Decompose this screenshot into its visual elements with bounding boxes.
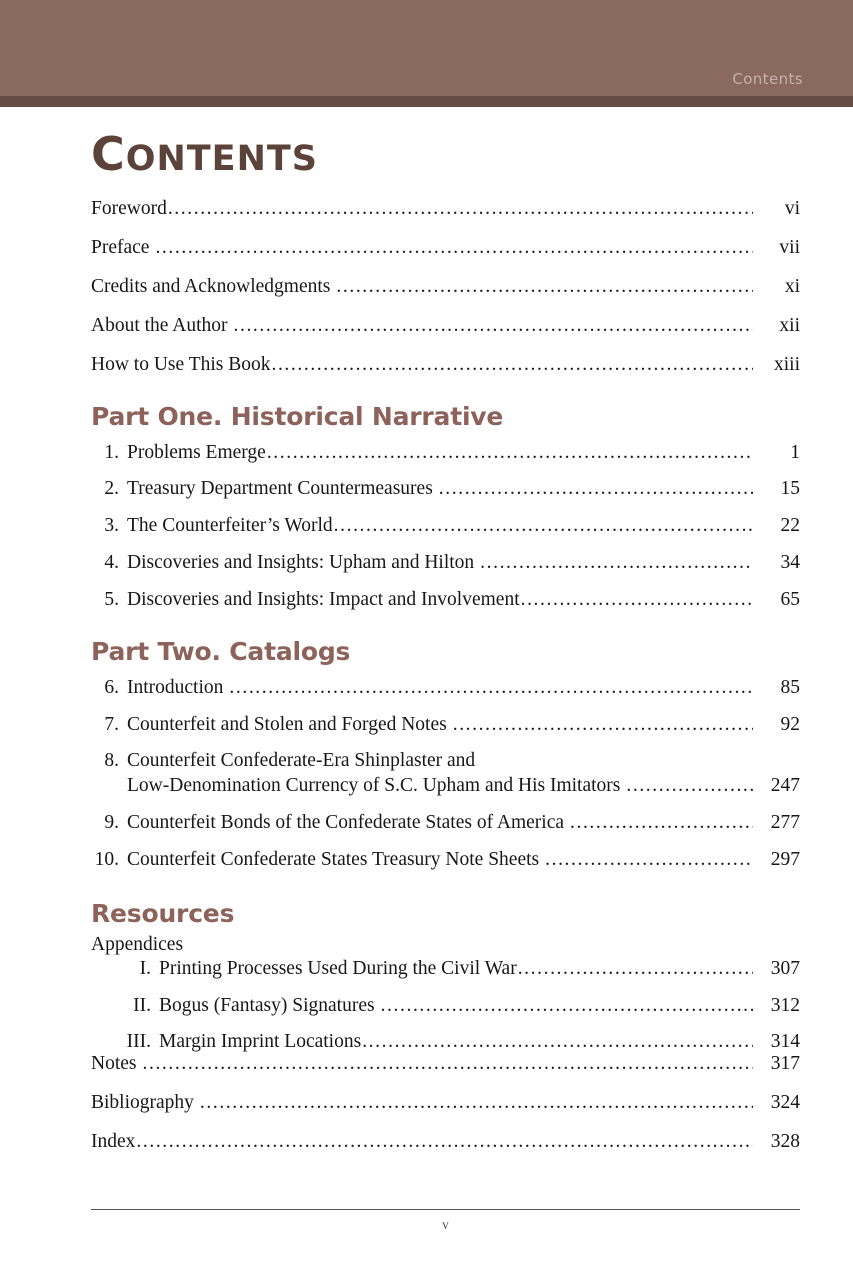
page-title-initial: C <box>91 127 126 181</box>
entry-label: Preface <box>91 237 150 259</box>
footer-rule <box>91 1209 800 1210</box>
toc-entry-chapter-7[interactable] <box>91 714 800 736</box>
dot-leader <box>136 1131 753 1153</box>
entry-number: I. <box>139 957 151 979</box>
part-one-heading: Part One. Historical Narrative <box>91 401 504 431</box>
entry-page: 34 <box>780 552 800 574</box>
toc-entry-credits-and-acknowledgments[interactable] <box>91 276 800 298</box>
entry-page: 328 <box>770 1130 800 1152</box>
dot-leader <box>200 1092 753 1114</box>
dot-leader <box>521 589 753 611</box>
entry-number: 1. <box>104 441 119 463</box>
toc-entry-how-to-use-this-book[interactable] <box>91 354 800 376</box>
appendices-list <box>91 958 800 1053</box>
entry-page: xiii <box>773 353 800 375</box>
entry-label: Bibliography <box>91 1092 194 1113</box>
folio-number: v <box>442 1217 449 1232</box>
entry-page: 312 <box>770 994 800 1016</box>
entry-number: III. <box>126 1031 151 1053</box>
dot-leader <box>439 478 753 500</box>
entry-line-first <box>91 750 800 772</box>
entry-page: 22 <box>780 515 800 537</box>
running-head-label: Contents <box>732 70 803 88</box>
entry-label-line-1: Counterfeit Confederate-Era Shinplaster and <box>127 750 476 772</box>
back-matter-list <box>91 1053 800 1152</box>
entry-label: Printing Processes Used During the Civil War <box>159 957 517 979</box>
dot-leader <box>234 315 754 337</box>
entry-label: Bogus (Fantasy) Signatures <box>159 994 375 1016</box>
toc-entry-about-the-author[interactable] <box>91 315 800 337</box>
entry-page: 314 <box>770 1031 800 1053</box>
entry-page: 307 <box>770 957 800 979</box>
entry-number: 6. <box>104 676 119 698</box>
entry-label: Credits and Acknowledgments <box>91 276 331 298</box>
part-two-list <box>91 677 800 871</box>
entry-number: 2. <box>104 478 119 500</box>
front-matter-list <box>91 198 800 375</box>
toc-entry-chapter-9[interactable] <box>91 812 800 834</box>
dot-leader <box>155 237 753 259</box>
part-two-heading: Part Two. Catalogs <box>91 636 351 666</box>
entry-label: Counterfeit Bonds of the Confederate States of America <box>127 812 564 834</box>
entry-label: Introduction <box>127 676 224 698</box>
toc-entry-preface[interactable] <box>91 237 800 259</box>
part-one-list <box>91 442 800 611</box>
entry-label: Problems Emerge <box>127 441 266 463</box>
entry-page: 65 <box>780 588 800 610</box>
entry-label: Foreword <box>91 198 167 220</box>
entry-label: Discoveries and Insights: Impact and Involvement <box>127 588 520 610</box>
entry-page: 324 <box>770 1092 800 1113</box>
toc-entry-chapter-8[interactable] <box>91 750 800 797</box>
appendices-label: Appendices <box>91 933 184 955</box>
dot-leader <box>626 775 753 797</box>
toc-entry-chapter-1[interactable] <box>91 442 800 464</box>
dot-leader <box>518 958 753 980</box>
dot-leader <box>381 995 753 1017</box>
toc-entry-appendix-2[interactable] <box>91 995 800 1017</box>
dot-leader <box>334 515 753 537</box>
toc-entry-notes[interactable] <box>91 1053 800 1075</box>
entry-label: Treasury Department Countermeasures <box>127 478 433 500</box>
toc-entry-appendix-3[interactable] <box>91 1031 800 1053</box>
entry-page: xii <box>779 314 800 336</box>
dot-leader <box>271 354 753 376</box>
entry-page: 92 <box>780 713 800 735</box>
resources-heading: Resources <box>91 898 235 928</box>
toc-entry-chapter-6[interactable] <box>91 677 800 699</box>
entry-number: 8. <box>104 750 119 772</box>
entry-page: 247 <box>770 775 800 797</box>
dot-leader <box>545 849 753 871</box>
dot-leader <box>229 677 753 699</box>
dot-leader <box>362 1031 753 1053</box>
dot-leader <box>336 276 753 298</box>
entry-page: 15 <box>780 478 800 500</box>
page-title <box>91 127 800 181</box>
entry-number: 3. <box>104 515 119 537</box>
toc-entry-chapter-5[interactable] <box>91 589 800 611</box>
entry-line-second <box>91 775 800 797</box>
page-running-header <box>0 0 853 96</box>
entry-page: 317 <box>770 1053 800 1075</box>
entry-label: Counterfeit Confederate States Treasury Note Sheets <box>127 848 540 870</box>
header-accent-rule <box>0 96 853 107</box>
entry-number: 7. <box>104 713 119 735</box>
entry-page: 297 <box>770 848 800 870</box>
entry-number: 4. <box>104 552 119 574</box>
entry-page: 85 <box>780 676 800 698</box>
toc-entry-chapter-4[interactable] <box>91 552 800 574</box>
toc-entry-index[interactable] <box>91 1131 800 1153</box>
toc-entry-chapter-3[interactable] <box>91 515 800 537</box>
entry-label-line-2: Low-Denomination Currency of S.C. Upham and His Imitators <box>127 775 621 797</box>
entry-page: 1 <box>790 441 800 463</box>
entry-page: xi <box>784 276 800 298</box>
toc-entry-chapter-10[interactable] <box>91 849 800 871</box>
entry-label: The Counterfeiter’s World <box>127 515 333 537</box>
entry-label: Index <box>91 1130 136 1152</box>
dot-leader <box>168 198 753 220</box>
entry-number: 9. <box>104 812 119 834</box>
content-area <box>91 127 800 1153</box>
page-title-rest: ONTENTS <box>125 139 318 179</box>
dot-leader <box>570 812 753 834</box>
entry-number: 5. <box>104 588 119 610</box>
entry-label: Margin Imprint Locations <box>159 1031 362 1053</box>
entry-page: vi <box>784 198 800 220</box>
entry-label: How to Use This Book <box>91 353 271 375</box>
toc-entry-bibliography[interactable] <box>91 1092 800 1114</box>
entry-label: About the Author <box>91 314 228 336</box>
entry-page: 277 <box>770 812 800 834</box>
page-footer <box>91 1209 800 1233</box>
entry-label: Notes <box>91 1053 137 1075</box>
entry-number: 10. <box>94 848 119 870</box>
page-body <box>0 107 853 1153</box>
dot-leader <box>143 1053 754 1075</box>
toc-entry-appendix-1[interactable] <box>91 958 800 980</box>
entry-page: vii <box>779 237 800 259</box>
entry-label: Discoveries and Insights: Upham and Hilton <box>127 552 475 574</box>
dot-leader <box>480 552 753 574</box>
dot-leader <box>267 442 753 464</box>
dot-leader <box>453 714 753 736</box>
toc-entry-foreword[interactable] <box>91 198 800 220</box>
toc-entry-chapter-2[interactable] <box>91 478 800 500</box>
entry-number: II. <box>133 994 151 1016</box>
entry-label: Counterfeit and Stolen and Forged Notes <box>127 713 447 735</box>
